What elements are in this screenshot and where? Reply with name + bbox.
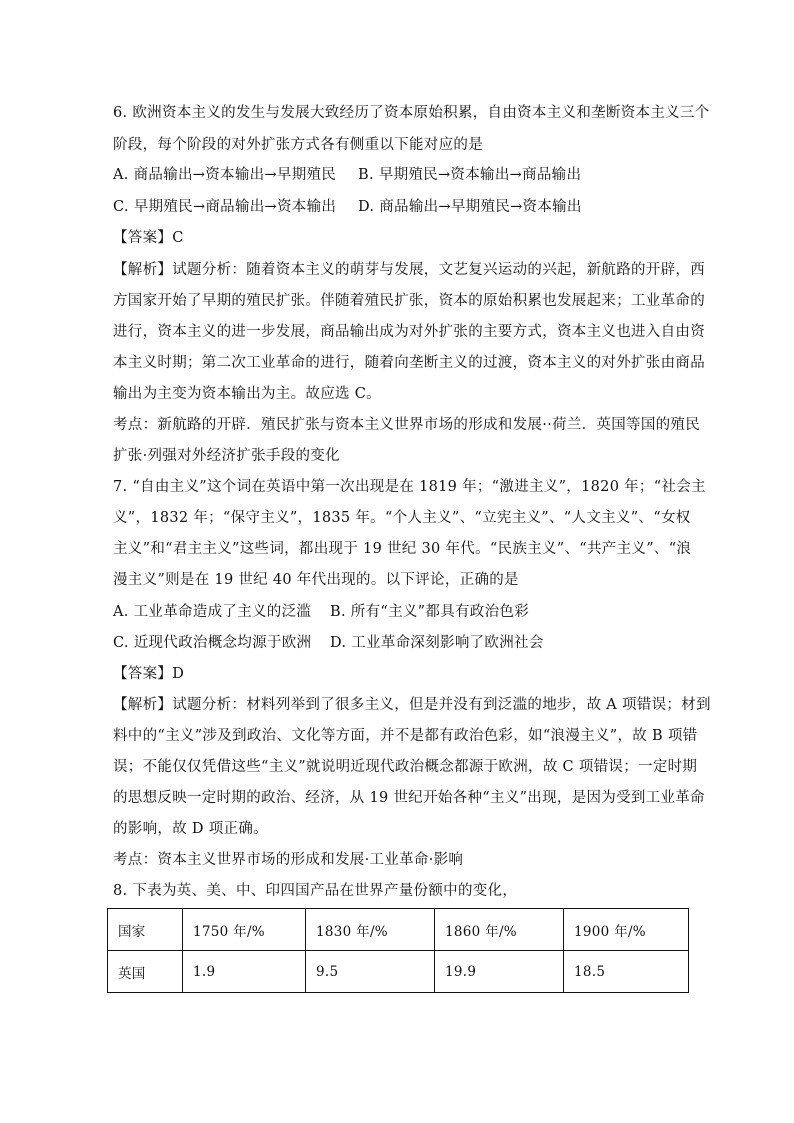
q7-stem-line-1: 7. “自由主义”这个词在英语中第一次出现是在 1819 年；“激进主义”，1820 年；“社会主	[113, 479, 706, 495]
q7-analysis-line-2: 料中的“主义”涉及到政治、文化等方面，并不是都有政治色彩，如“浪漫主义”，故 B 项错	[113, 728, 698, 744]
q6-option-a: A. 商品输出→资本输出→早期殖民	[113, 167, 337, 183]
q7-option-d: D. 工业革命深刻影响了欧洲社会	[330, 635, 544, 651]
q7-option-b: B. 所有“主义”都具有政治色彩	[330, 604, 529, 620]
q6-analysis-line-2: 方国家开始了早期的殖民扩张。伴随着殖民扩张，资本的原始积累也发展起来；工业革命的	[113, 293, 705, 309]
q6-analysis-line-4: 本主义时期；第二次工业革命的进行，随着向垄断主义的过渡，资本主义的对外扩张由商品	[113, 355, 705, 371]
q6-option-d: D. 商品输出→早期殖民→资本输出	[358, 199, 582, 215]
q6-analysis-line-5: 输出为主变为资本输出为主。故应选 C。	[113, 386, 381, 402]
q6-stem-line-2: 阶段，每个阶段的对外扩张方式各有侧重以下能对应的是	[113, 137, 483, 153]
q6-option-b: B. 早期殖民→资本输出→商品输出	[358, 167, 582, 183]
q8-stem: 8. 下表为英、美、中、印四国产品在世界产量份额中的变化，	[113, 883, 518, 899]
q7-stem-line-2: 义”，1832 年；“保守主义”，1835 年。“个人主义”、“立宪主义”、“人文主义”、“女权	[113, 510, 691, 526]
q7-option-a: A. 工业革命造成了主义的泛滥	[113, 604, 312, 620]
table-cell: 9.5	[306, 951, 435, 993]
q7-stem-line-4: 漫主义”则是在 19 世纪 40 年代出现的。以下评论，正确的是	[113, 572, 519, 588]
q6-stem-line-1: 6. 欧洲资本主义的发生与发展大致经历了资本原始积累，自由资本主义和垄断资本主义三个	[113, 105, 710, 121]
q6-option-c: C. 早期殖民→商品输出→资本输出	[113, 199, 337, 215]
q6-kaodian-line-1: 考点：新航路的开辟．殖民扩张与资本主义世界市场的形成和发展··荷兰．英国等国的殖民	[113, 417, 701, 433]
table-cell: 19.9	[435, 951, 564, 993]
q7-analysis-line-1: 【解析】试题分析：材料列举到了很多主义，但是并没有到泛滥的地步，故 A 项错误；材到	[113, 697, 711, 713]
q6-answer: 【答案】C	[113, 230, 184, 246]
table-row	[108, 951, 689, 993]
q6-analysis-line-3: 进行，资本主义的进一步发展，商品输出成为对外扩张的主要方式，资本主义也进入自由资	[113, 324, 705, 340]
table-header-cell: 1750 年/%	[183, 909, 306, 951]
q7-analysis-line-3: 误；不能仅仅凭借这些“主义”就说明近现代政治概念都源于欧洲，故 C 项错误；一定时期	[113, 759, 698, 775]
table-header-cell: 1860 年/%	[435, 909, 564, 951]
table-header-row	[108, 909, 689, 951]
q6-kaodian-line-2: 扩张·列强对外经济扩张手段的变化	[113, 448, 340, 464]
q8-data-table	[107, 908, 689, 993]
table-header-cell: 1900 年/%	[564, 909, 689, 951]
q7-analysis-line-4: 的思想反映一定时期的政治、经济，从 19 世纪开始各种“主义”出现，是因为受到工业革命	[113, 790, 705, 806]
q7-stem-line-3: 主义”和“君主主义”这些词，都出现于 19 世纪 30 年代。“民族主义”、“共产主义”、“浪	[113, 541, 692, 557]
table-header-cell: 国家	[108, 909, 183, 951]
q6-analysis-line-1: 【解析】试题分析：随着资本主义的萌芽与发展，文艺复兴运动的兴起，新航路的开辟，西	[113, 262, 705, 278]
q7-kaodian-line-1: 考点：资本主义世界市场的形成和发展·工业革命·影响	[113, 852, 464, 868]
q7-option-c: C. 近现代政治概念均源于欧洲	[113, 635, 312, 651]
table-cell: 英国	[108, 951, 183, 993]
table-header-cell: 1830 年/%	[306, 909, 435, 951]
q7-analysis-line-5: 的影响，故 D 项正确。	[113, 821, 268, 837]
table-cell: 18.5	[564, 951, 689, 993]
table-cell: 1.9	[183, 951, 306, 993]
q7-answer: 【答案】D	[113, 666, 185, 682]
